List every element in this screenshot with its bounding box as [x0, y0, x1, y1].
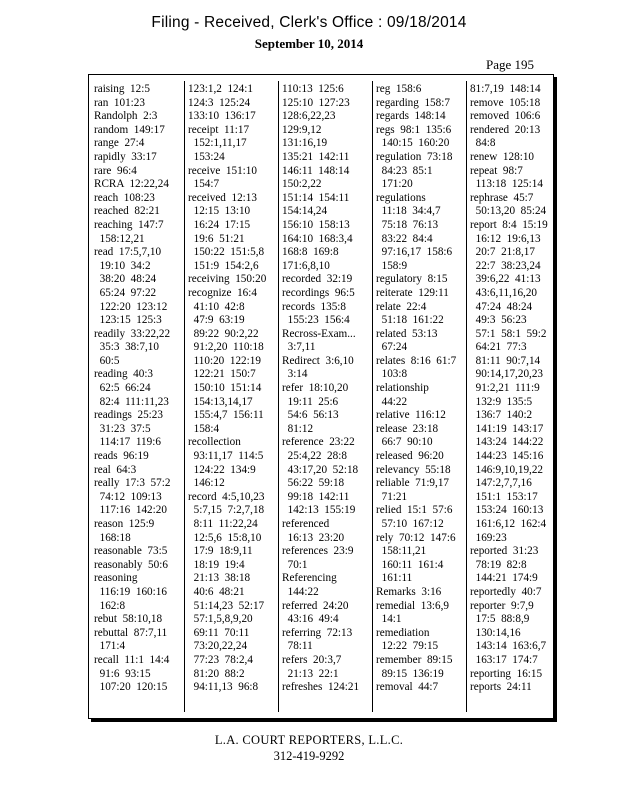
index-entry: 144:21 174:9: [470, 572, 538, 585]
index-entry: 91:2,21 111:9: [470, 382, 540, 395]
index-entry: removal 44:7: [376, 681, 439, 694]
index-entry: 20:7 21:8,17: [470, 246, 535, 259]
index-entry: 156:10 158:13: [282, 218, 350, 231]
index-entry: 158:12,21: [94, 232, 145, 245]
index-entry: record 4:5,10,23: [188, 490, 265, 503]
index-entry: 133:10 136:17: [188, 110, 256, 123]
index-entry: 136:7 140:2: [470, 409, 533, 422]
index-entry: 47:24 48:24: [470, 300, 533, 313]
index-entry: 153:24: [188, 150, 225, 163]
index-entry: 151:1 153:17: [470, 490, 538, 503]
index-entry: 155:4,7 156:11: [188, 409, 264, 422]
index-entry: 93:11,17 114:5: [188, 450, 264, 463]
index-entry: removed 106:6: [470, 110, 541, 123]
index-entry: refers 20:3,7: [282, 653, 342, 666]
index-entry: renew 128:10: [470, 150, 535, 163]
index-entry: 11:18 34:4,7: [376, 205, 441, 218]
index-entry: 122:21 150:7: [188, 368, 256, 381]
index-entry: receipt 11:17: [188, 123, 250, 136]
index-entry: 43:17,20 52:18: [282, 463, 359, 476]
index-entry: reasonably 50:6: [94, 558, 168, 571]
index-entry: 113:18 125:14: [470, 178, 543, 191]
index-entry: 16:24 17:15: [188, 218, 251, 231]
index-entry: report 8:4 15:19: [470, 218, 548, 231]
index-entry: relevancy 55:18: [376, 463, 451, 476]
index-entry: 122:20 123:12: [94, 300, 168, 313]
index-entry: 135:21 142:11: [282, 150, 350, 163]
index-entry: rapidly 33:17: [94, 150, 157, 163]
index-entry: relative 116:12: [376, 409, 446, 422]
index-entry: 97:16,17 158:6: [376, 246, 453, 259]
index-entry: reiterate 129:11: [376, 286, 449, 299]
index-entry: 22:7 38:23,24: [470, 259, 541, 272]
index-entry: 123:15 125:3: [94, 314, 162, 327]
index-entry: 81:20 88:2: [188, 667, 245, 680]
index-entry: 146:12: [188, 477, 225, 490]
index-entry: reg 158:6: [376, 83, 422, 95]
index-entry: 16:13 23:20: [282, 531, 345, 544]
index-entry: 151:14 154:11: [282, 191, 350, 204]
index-entry: 12:15 13:10: [188, 205, 251, 218]
index-entry: 91:6 93:15: [94, 667, 151, 680]
index-entry: 161:11: [376, 572, 413, 585]
index-entry: readings 25:23: [94, 409, 163, 422]
index-entry: 14:1: [376, 613, 402, 626]
reporter-phone: 312-419-9292: [273, 749, 345, 763]
index-entry: 144:22: [282, 585, 319, 598]
column-divider: [466, 81, 467, 712]
index-entry: remediation: [376, 626, 430, 639]
index-entry: 57:10 167:12: [376, 518, 444, 530]
index-entry: rely 70:12 147:6: [376, 531, 456, 544]
index-entry: 69:11 70:11: [188, 626, 250, 639]
column-divider: [184, 81, 185, 712]
index-entry: 56:22 59:18: [282, 477, 345, 490]
index-entry: reaching 147:7: [94, 218, 164, 231]
index-entry: regs 98:1 135:6: [376, 123, 452, 136]
index-entry: 171:4: [94, 640, 126, 653]
column-divider: [278, 81, 279, 712]
index-entry: reporter 9:7,9: [470, 599, 534, 612]
index-entry: references 23:9: [282, 545, 354, 558]
index-entry: 47:9 63:19: [188, 314, 245, 327]
index-entry: Remarks 3:16: [376, 585, 442, 598]
index-entry: RCRA 12:22,24: [94, 178, 169, 191]
index-entry: reached 82:21: [94, 205, 160, 218]
index-entry: 110:13 125:6: [282, 83, 344, 95]
index-column-1: [94, 83, 182, 714]
index-entry: reports 24:11: [470, 681, 532, 694]
index-entry: 18:19 19:4: [188, 558, 245, 571]
index-entry: relied 15:1 57:6: [376, 504, 453, 517]
index-entry: 161:6,12 162:4: [470, 518, 547, 530]
index-entry: 146:11 148:14: [282, 164, 350, 177]
index-entry: 143:24 144:22: [470, 436, 544, 449]
index-entry: refer 18:10,20: [282, 382, 349, 395]
index-entry: real 64:3: [94, 463, 137, 476]
index-entry: Redirect 3:6,10: [282, 354, 354, 367]
word-index-box: [88, 74, 554, 719]
index-entry: 71:21: [376, 490, 408, 503]
index-entry: rephrase 45:7: [470, 191, 534, 204]
index-entry: 19:6 51:21: [188, 232, 245, 245]
index-entry: rare 96:4: [94, 164, 137, 177]
index-entry: 151:9 154:2,6: [188, 259, 259, 272]
index-entry: 65:24 97:22: [94, 286, 157, 299]
index-entry: random 149:17: [94, 123, 165, 136]
index-entry: 41:10 42:8: [188, 300, 245, 313]
index-entry: referring 72:13: [282, 626, 353, 639]
index-entry: 64:21 77:3: [470, 341, 527, 354]
index-entry: release 23:18: [376, 422, 439, 435]
index-entry: 114:17 119:6: [94, 436, 161, 449]
index-entry: 31:23 37:5: [94, 422, 151, 435]
index-entry: reasonable 73:5: [94, 545, 168, 558]
hearing-date: September 10, 2014: [254, 36, 364, 51]
index-entry: reliable 71:9,17: [376, 477, 450, 490]
index-entry: 39:6,22 41:13: [470, 273, 541, 286]
index-column-2: [188, 83, 276, 714]
index-entry: relationship: [376, 382, 429, 395]
index-entry: receiving 150:20: [188, 273, 267, 286]
index-entry: reportedly 40:7: [470, 585, 542, 598]
index-entry: 150:2,22: [282, 178, 322, 191]
index-entry: 117:16 142:20: [94, 504, 167, 517]
reporter-company: L.A. COURT REPORTERS, L.L.C.: [214, 733, 404, 747]
index-entry: 168:18: [94, 531, 131, 544]
index-entry: 169:23: [470, 531, 507, 544]
index-entry: referred 24:20: [282, 599, 349, 612]
index-entry: 81:12: [282, 422, 314, 435]
index-entry: 116:19 160:16: [94, 585, 167, 598]
index-entry: 147:2,7,7,16: [470, 477, 532, 490]
index-entry: 81:7,19 148:14: [470, 83, 541, 95]
index-entry: 168:8 169:8: [282, 246, 339, 259]
index-entry: related 53:13: [376, 327, 438, 340]
index-entry: 50:13,20 85:24: [470, 205, 547, 218]
index-entry: 8:11 11:22,24: [188, 518, 258, 530]
index-entry: 158:4: [188, 422, 220, 435]
index-entry: 21:13 22:1: [282, 667, 339, 680]
index-entry: regarding 158:7: [376, 96, 450, 109]
index-entry: 21:13 38:18: [188, 572, 251, 585]
index-entry: 70:1: [282, 558, 308, 571]
index-entry: 74:12 109:13: [94, 490, 162, 503]
index-entry: recordings 96:5: [282, 286, 355, 299]
index-entry: recall 11:1 14:4: [94, 653, 170, 666]
index-entry: 129:9,12: [282, 123, 322, 136]
index-entry: 144:23 145:16: [470, 450, 544, 463]
index-entry: 54:6 56:13: [282, 409, 339, 422]
index-entry: 142:13 155:19: [282, 504, 356, 517]
index-entry: 163:17 174:7: [470, 653, 538, 666]
index-entry: Referencing: [282, 572, 337, 585]
index-entry: 103:8: [376, 368, 408, 381]
index-entry: raising 12:5: [94, 83, 150, 95]
index-entry: reasoning: [94, 572, 138, 585]
index-entry: ran 101:23: [94, 96, 145, 109]
page-number: Page 195: [486, 57, 535, 72]
index-entry: readily 33:22,22: [94, 327, 171, 340]
index-entry: 91:2,20 110:18: [188, 341, 264, 354]
index-entry: 78:19 82:8: [470, 558, 527, 571]
index-entry: 5:7,15 7:2,7,18: [188, 504, 265, 517]
index-entry: 164:10 168:3,4: [282, 232, 353, 245]
index-entry: 25:4,22 28:8: [282, 450, 347, 463]
index-entry: 143:14 163:6,7: [470, 640, 547, 653]
index-entry: reason 125:9: [94, 518, 155, 530]
index-entry: 124:3 125:24: [188, 96, 251, 109]
index-entry: records 135:8: [282, 300, 347, 313]
index-entry: 35:3 38:7,10: [94, 341, 159, 354]
index-entry: 130:14,16: [470, 626, 521, 639]
index-entry: 38:20 48:24: [94, 273, 157, 286]
index-entry: 43:16 49:4: [282, 613, 339, 626]
index-entry: 51:14,23 52:17: [188, 599, 265, 612]
index-entry: rebuttal 87:7,11: [94, 626, 168, 639]
index-entry: 154:13,14,17: [188, 395, 253, 408]
index-entry: Randolph 2:3: [94, 110, 158, 123]
index-entry: really 17:3 57:2: [94, 477, 171, 490]
index-entry: 107:20 120:15: [94, 681, 168, 694]
column-divider: [372, 81, 373, 712]
index-entry: 125:10 127:23: [282, 96, 350, 109]
index-entry: 171:20: [376, 178, 413, 191]
index-entry: received 12:13: [188, 191, 257, 204]
index-entry: Recross-Exam...: [282, 327, 356, 340]
index-entry: 12:5,6 15:8,10: [188, 531, 262, 544]
index-entry: 123:1,2 124:1: [188, 83, 253, 95]
index-column-3: [282, 83, 370, 714]
index-entry: 12:22 79:15: [376, 640, 439, 653]
index-entry: 155:23 156:4: [282, 314, 350, 327]
index-entry: regulations: [376, 191, 426, 204]
index-entry: repeat 98:7: [470, 164, 523, 177]
index-entry: 75:18 76:13: [376, 218, 439, 231]
index-entry: 154:7: [188, 178, 220, 191]
index-entry: 90:14,17,20,23: [470, 368, 544, 381]
index-entry: 77:23 78:2,4: [188, 653, 253, 666]
index-entry: 84:8: [470, 137, 496, 150]
index-entry: 40:6 48:21: [188, 585, 245, 598]
index-entry: 153:24 160:13: [470, 504, 544, 517]
index-entry: 19:11 25:6: [282, 395, 339, 408]
index-entry: 3:7,11: [282, 341, 316, 354]
index-entry: 73:20,22,24: [188, 640, 248, 653]
index-entry: remove 105:18: [470, 96, 541, 109]
index-entry: released 96:20: [376, 450, 444, 463]
index-entry: regards 148:14: [376, 110, 446, 123]
index-column-5: [470, 83, 550, 714]
index-entry: 150:22 151:5,8: [188, 246, 265, 259]
index-entry: regulation 73:18: [376, 150, 453, 163]
index-entry: relate 22:4: [376, 300, 427, 313]
index-entry: remedial 13:6,9: [376, 599, 450, 612]
index-entry: 62:5 66:24: [94, 382, 151, 395]
index-entry: 154:14,24: [282, 205, 328, 218]
index-entry: reading 40:3: [94, 368, 154, 381]
index-entry: 160:11 161:4: [376, 558, 444, 571]
index-entry: reads 96:19: [94, 450, 149, 463]
index-entry: 132:9 135:5: [470, 395, 533, 408]
index-entry: 141:19 143:17: [470, 422, 544, 435]
index-entry: recognize 16:4: [188, 286, 257, 299]
index-entry: 3:14: [282, 368, 308, 381]
index-entry: 131:16,19: [282, 137, 328, 150]
index-entry: 57:1 58:1 59:2: [470, 327, 547, 340]
index-entry: 94:11,13 96:8: [188, 681, 259, 694]
index-entry: 19:10 34:2: [94, 259, 151, 272]
filing-header: Filing - Received, Clerk's Office : 09/18/2014: [151, 14, 467, 31]
index-entry: reach 108:23: [94, 191, 155, 204]
index-entry: remember 89:15: [376, 653, 453, 666]
index-entry: receive 151:10: [188, 164, 257, 177]
index-entry: 152:1,11,17: [188, 137, 247, 150]
index-entry: 158:9: [376, 259, 408, 272]
index-entry: 66:7 90:10: [376, 436, 433, 449]
index-entry: 124:22 134:9: [188, 463, 256, 476]
index-entry: 171:6,8,10: [282, 259, 330, 272]
index-entry: relates 8:16 61:7: [376, 354, 457, 367]
index-entry: 83:22 84:4: [376, 232, 433, 245]
index-entry: recorded 32:19: [282, 273, 353, 286]
index-entry: 57:1,5,8,9,20: [188, 613, 253, 626]
index-entry: refreshes 124:21: [282, 681, 360, 694]
index-entry: 89:22 90:2,22: [188, 327, 259, 340]
index-entry: referenced: [282, 518, 330, 530]
index-entry: 67:24: [376, 341, 408, 354]
index-entry: 84:23 85:1: [376, 164, 433, 177]
index-entry: reporting 16:15: [470, 667, 543, 680]
index-entry: 89:15 136:19: [376, 667, 444, 680]
index-entry: 49:3 56:23: [470, 314, 527, 327]
index-entry: 82:4 111:11,23: [94, 395, 169, 408]
index-entry: 146:9,10,19,22: [470, 463, 544, 476]
index-entry: regulatory 8:15: [376, 273, 448, 286]
index-column-4: [376, 83, 464, 714]
index-entry: read 17:5,7,10: [94, 246, 162, 259]
index-entry: range 27:4: [94, 137, 145, 150]
index-entry: 16:12 19:6,13: [470, 232, 541, 245]
index-entry: recollection: [188, 436, 241, 449]
index-entry: 78:11: [282, 640, 313, 653]
index-entry: 110:20 122:19: [188, 354, 261, 367]
index-entry: 17:9 18:9,11: [188, 545, 253, 558]
index-entry: 43:6,11,16,20: [470, 286, 538, 299]
index-entry: rebut 58:10,18: [94, 613, 163, 626]
index-entry: 51:18 161:22: [376, 314, 444, 327]
index-entry: 158:11,21: [376, 545, 427, 558]
index-entry: 17:5 88:8,9: [470, 613, 530, 626]
index-entry: 140:15 160:20: [376, 137, 450, 150]
index-entry: 60:5: [94, 354, 120, 367]
index-entry: rendered 20:13: [470, 123, 541, 136]
index-entry: 44:22: [376, 395, 408, 408]
index-entry: 162:8: [94, 599, 126, 612]
index-entry: reference 23:22: [282, 436, 355, 449]
index-entry: reported 31:23: [470, 545, 539, 558]
index-entry: 99:18 142:11: [282, 490, 350, 503]
index-entry: 128:6,22,23: [282, 110, 336, 123]
index-entry: 150:10 151:14: [188, 382, 262, 395]
index-entry: 81:11 90:7,14: [470, 354, 541, 367]
